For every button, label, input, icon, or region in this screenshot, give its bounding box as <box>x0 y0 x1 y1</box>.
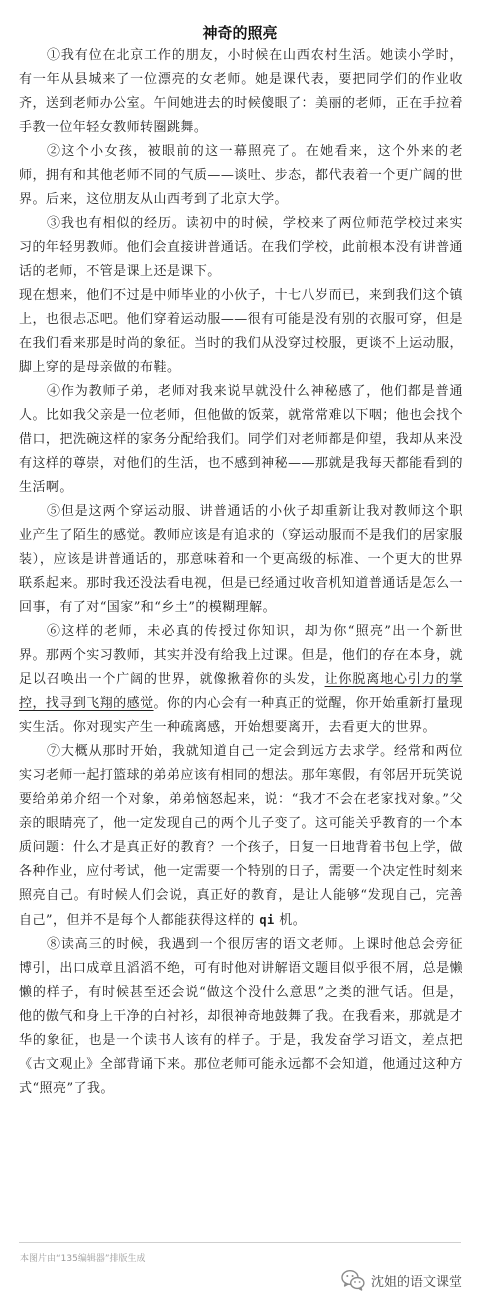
paragraph-1: ①我有位在北京工作的朋友，小时候在山西农村生活。她读小学时，有一年从县城来了一位漂亮的女老师。她是课代表，要把同学们的作业收齐，送到老师办公室。午间她进去的时候傻眼了：美丽的老师，正在手拉着手教一位年轻女教师转圈跳舞。 <box>19 48 463 135</box>
footer-divider <box>19 1242 461 1243</box>
paragraph-7 <box>19 740 463 933</box>
paragraph-6-text-after: 。你的内心会有一种真正的觉醒，你开始重新打量现实生活。你对现实产生一种疏离感，开始想要离开，去看更大的世界。 <box>19 696 463 735</box>
paragraph-3-continued: 现在想来，他们不过是中师毕业的小伙子，十七八岁而已，来到我们这个镇上，也很忐忑吧。他们穿着运动服——很有可能是没有别的衣服可穿，但是在我们看来那是时尚的象征。当时的我们从没穿过校服，更谈不上运动服，脚上穿的是母亲做的布鞋。 <box>19 288 463 375</box>
paragraph-8: ⑧读高三的时候，我遇到一个很厉害的语文老师。上课时他总会旁征博引，出口成章且滔滔不绝，可有时他对讲解语文题目似乎很不屑，总是懒懒的样子，有时候甚至还会说“做这个没什么意思”之类的泄气话。但是，他的傲气和身上干净的白衬衫，却很神奇地鼓舞了我。在我看来，那就是才华的象征，也是一个读书人该有的样子。于是，我发奋学习语文，差点把《古文观止》全部背诵下来。那位老师可能永远都不会知道，他通过这种方式“照亮”了我。 <box>19 937 463 1096</box>
paragraph-5: ⑤但是这两个穿运动服、讲普通话的小伙子却重新让我对教师这个职业产生了陌生的感觉。教师应该是有追求的（穿运动服而不是我们的居家服装），应该是讲普通话的，那意味着和一个更高级的标准、一个更大的世界联系起来。那时我还没法看电视，但是已经通过收音机知道普通话是怎么一回事，有了对“国家”和“乡土”的模糊理解。 <box>19 504 463 615</box>
article-body <box>19 44 463 1101</box>
paragraph-7-text-after: 机。 <box>279 913 307 928</box>
paragraph-7-text-before: ⑦大概从那时开始，我就知道自己一定会到远方去求学。经常和两位实习老师一起打篮球的弟弟应该有相同的想法。那年寒假，有邻居开玩笑说要给弟弟介绍一个对象，弟弟恼怒起来，说：“我才不会在老家找对象。”父亲的眼睛亮了，他一定发现自己的两个儿子变了。这可能关乎教育的一个本质问题：什么才是真正好的教育？一个孩子，日复一日地背着书包上学，做各种作业，应付考试，他一定需要一个特别的日子，需要一个决定性时刻来照亮自己。有时候人们会说，真正好的教育，是让人能够“发现自己，完善自己”，但并不是每个人都能获得这样的 <box>19 744 463 928</box>
wechat-icon <box>341 1269 365 1291</box>
paragraph-6-text-before: ⑥这样的老师，未必真的传授过你知识，却为你“照亮”出一个新世界。那两个实习教师，其实并没有给我上过课。但是，他们的存在本身，就足以召唤出一个广阔的世界，就像揪着你的头发， <box>19 624 463 687</box>
underlined-phrase: 让你脱离地心引力的掌控，找寻到飞翔的感觉 <box>19 672 463 711</box>
editor-credit: 本图片由“135编辑器”排版生成 <box>20 1254 146 1264</box>
account-watermark <box>341 1268 462 1292</box>
paragraph-6 <box>19 620 463 740</box>
paragraph-3: ③我也有相似的经历。读初中的时候，学校来了两位师范学校过来实习的年轻男教师。他们会直接讲普通话。在我们学校，此前根本没有讲普通话的老师，不管是课上还是课下。 <box>19 216 463 279</box>
paragraph-4: ④作为教师子弟，老师对我来说早就没什么神秘感了，他们都是普通人。比如我父亲是一位老师，但他做的饭菜，就常常难以下咽；他也会找个借口，把洗碗这样的家务分配给我们。同学们对老师都是仰望，我却从来没有这样的尊崇，对他们的生活，也不感到神秘——那就是我每天都能看到的生活啊。 <box>19 384 463 495</box>
article-title: 神奇的照亮 <box>202 24 278 42</box>
pinyin-blank: qi <box>259 913 275 927</box>
watermark-text: 沈姐的语文课堂 <box>370 1274 462 1290</box>
paragraph-2: ②这个小女孩，被眼前的这一幕照亮了。在她看来，这个外来的老师，拥有和其他老师不同的气质——谈吐、步态，都代表着一个更广阔的世界。后来，这位朋友从山西考到了北京大学。 <box>19 144 463 207</box>
